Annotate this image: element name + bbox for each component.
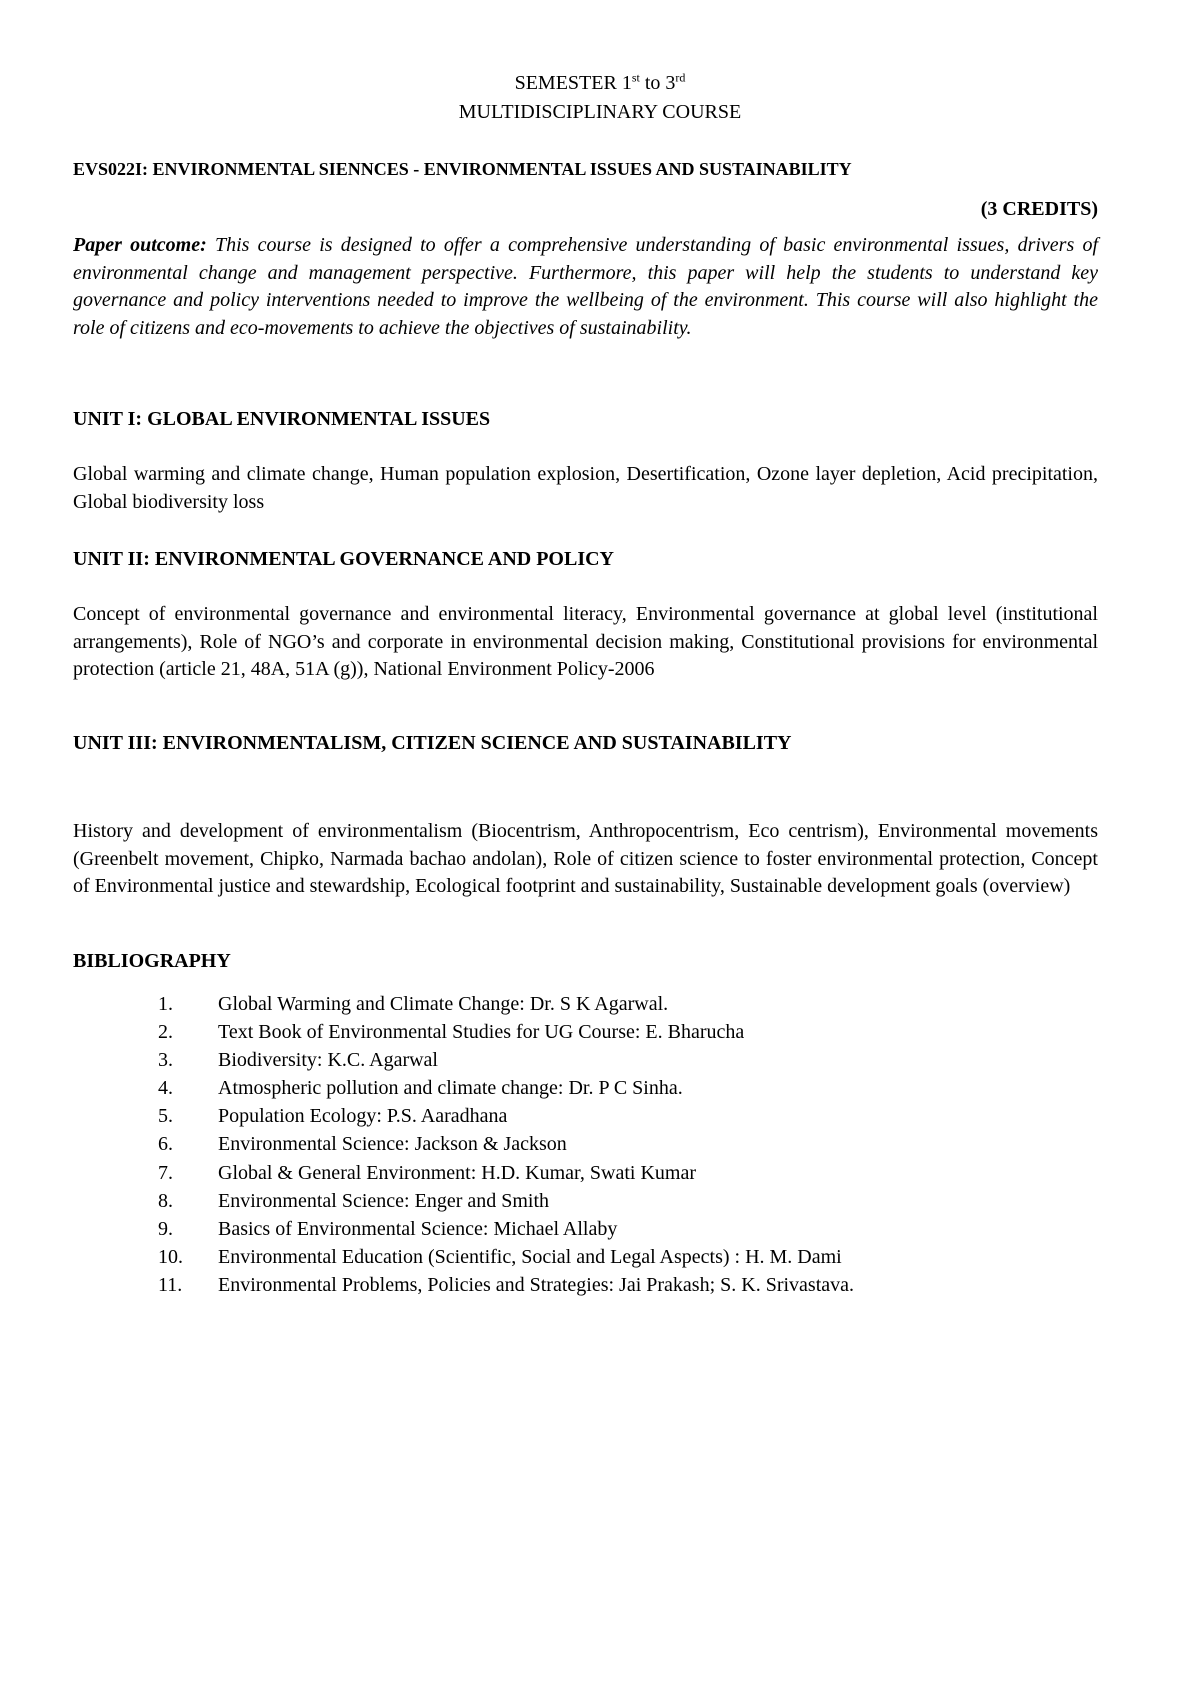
semester-mid: to 3 xyxy=(639,72,676,94)
list-item-number: 9. xyxy=(158,1217,173,1240)
list-item-text: Global & General Environment: H.D. Kumar, Swati Kumar xyxy=(218,1161,696,1184)
list-item-number: 2. xyxy=(158,1021,173,1044)
list-item-text: Environmental Science: Enger and Smith xyxy=(218,1189,550,1212)
list-item-text: Environmental Problems, Policies and Strategies: Jai Prakash; S. K. Srivastava. xyxy=(218,1273,855,1296)
list-item xyxy=(73,1215,1098,1243)
list-item-text: Environmental Education (Scientific, Social and Legal Aspects) : H. M. Dami xyxy=(218,1245,842,1268)
list-item-text: Biodiversity: K.C. Agarwal xyxy=(218,1049,438,1072)
list-item xyxy=(73,1074,1098,1102)
unit-2-text: Concept of environmental governance and environmental literacy, Environmental governance at global level (institutional arrangements), Role of NGO’s and corporate in environmental decision making, Constitutional provisions for environmental protection (article 21, 48A, 51A (g)), National Environment Policy-2006 xyxy=(73,603,1098,680)
list-item-text: Population Ecology: P.S. Aaradhana xyxy=(218,1105,508,1128)
course-code-title: EVS022I: ENVIRONMENTAL SIENNCES - ENVIRONMENTAL ISSUES AND SUSTAINABILITY xyxy=(73,159,852,179)
list-item-number: 7. xyxy=(158,1161,173,1184)
bibliography-heading: BIBLIOGRAPHY xyxy=(73,950,231,972)
list-item-text: Text Book of Environmental Studies for UG Course: E. Bharucha xyxy=(218,1021,745,1044)
list-item-number: 4. xyxy=(158,1077,173,1100)
list-item xyxy=(73,1271,1098,1299)
semester-sup-last: rd xyxy=(675,70,686,85)
paper-outcome-text: This course is designed to offer a comprehensive understanding of basic environmental issues, drivers of environmental change and management perspective. Furthermore, this paper will help the students to understand key governance and policy interventions needed to improve the wellbeing of the environment. This course will also highlight the role of citizens and eco-movements to achieve the objectives of sustainability. xyxy=(73,234,1099,339)
list-item-number: 3. xyxy=(158,1049,173,1072)
credits-label: (3 CREDITS) xyxy=(980,198,1098,220)
list-item-text: Global Warming and Climate Change: Dr. S K Agarwal. xyxy=(218,993,669,1015)
list-item-number: 5. xyxy=(158,1105,173,1128)
paper-outcome-paragraph xyxy=(73,232,1098,342)
list-item xyxy=(73,1243,1098,1271)
unit-3-text: History and development of environmentalism (Biocentrism, Anthropocentrism, Eco centrism), Environmental movements (Greenbelt movement, Chipko, Narmada bachao andolan), Role of citizen science to foster environmental protection, Concept of Environmental justice and stewardship, Ecological footprint and sustainability, Sustainable development goals (overview) xyxy=(73,820,1098,897)
list-item-number: 11. xyxy=(158,1273,183,1296)
list-item xyxy=(73,1159,1098,1187)
paper-outcome-label: Paper outcome: xyxy=(73,234,207,256)
list-item xyxy=(73,1018,1098,1046)
unit-1-heading: UNIT I: GLOBAL ENVIRONMENTAL ISSUES xyxy=(73,408,491,430)
list-item-number: 6. xyxy=(158,1133,173,1156)
list-item xyxy=(73,1130,1098,1158)
list-item-text: Environmental Science: Jackson & Jackson xyxy=(218,1133,567,1156)
semester-prefix: SEMESTER 1 xyxy=(514,72,632,94)
unit-2-heading: UNIT II: ENVIRONMENTAL GOVERNANCE AND POLICY xyxy=(73,548,614,570)
course-type-heading: MULTIDISCIPLINARY COURSE xyxy=(458,101,742,123)
list-item xyxy=(73,990,1098,1018)
bibliography-list xyxy=(73,990,1098,1299)
semester-sup-first: st xyxy=(631,70,640,85)
list-item-number: 8. xyxy=(158,1189,173,1212)
list-item xyxy=(73,1102,1098,1130)
list-item xyxy=(73,1187,1098,1215)
semester-heading xyxy=(0,70,1200,96)
unit-3-heading: UNIT III: ENVIRONMENTALISM, CITIZEN SCIENCE AND SUSTAINABILITY xyxy=(73,732,792,754)
unit-1-text: Global warming and climate change, Human population explosion, Desertification, Ozone layer depletion, Acid precipitation, Global biodiversity loss xyxy=(73,463,1098,513)
list-item-text: Atmospheric pollution and climate change: Dr. P C Sinha. xyxy=(218,1077,683,1100)
list-item-number: 10. xyxy=(158,1245,183,1268)
list-item-text: Basics of Environmental Science: Michael Allaby xyxy=(218,1217,618,1240)
list-item-number: 1. xyxy=(158,993,173,1015)
list-item xyxy=(73,1046,1098,1074)
